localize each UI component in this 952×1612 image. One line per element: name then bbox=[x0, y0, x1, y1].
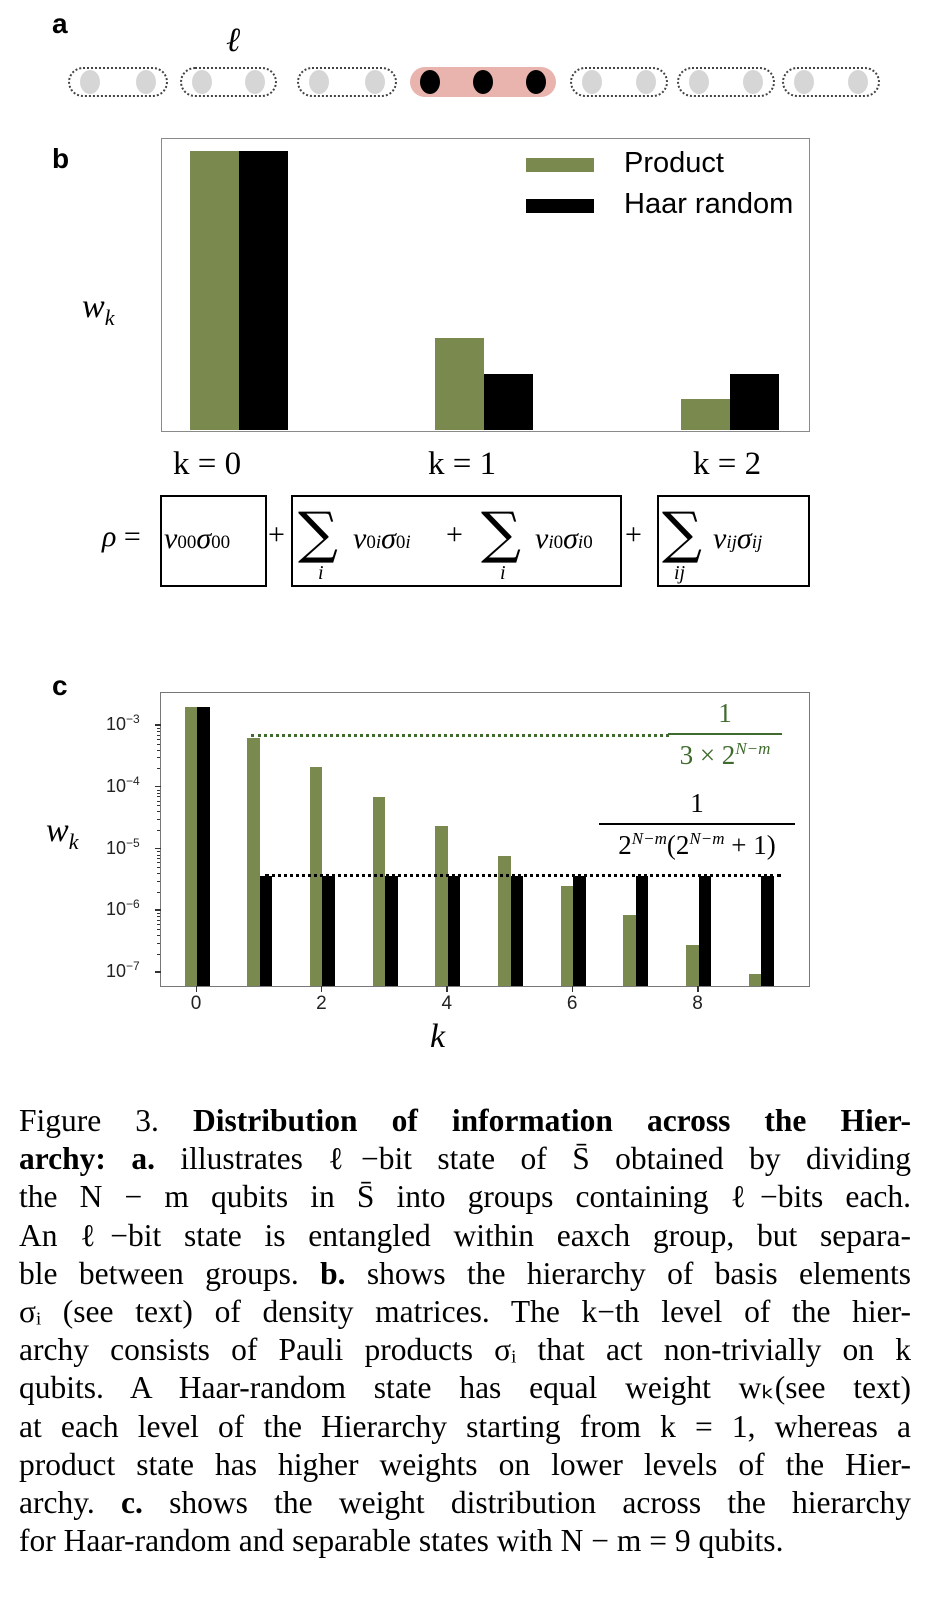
sum-symbol-3: ∑ bbox=[662, 501, 702, 566]
qubit bbox=[689, 70, 709, 94]
caption-line: product state has higher weights on lower levels of the Hier- bbox=[19, 1446, 911, 1482]
y-tick-label: $10^{-3}$ bbox=[106, 712, 140, 734]
legend-label-haar: Haar random bbox=[624, 188, 794, 220]
bar-product bbox=[373, 797, 386, 986]
y-minor-tick bbox=[157, 881, 160, 882]
qubit-group-active bbox=[410, 67, 556, 97]
eq-term1a: v0iσ0i bbox=[353, 522, 411, 555]
y-minor-tick bbox=[157, 830, 160, 831]
bar-haar bbox=[322, 876, 335, 986]
y-minor-tick bbox=[157, 892, 160, 893]
panel-b-plot-frame bbox=[161, 138, 810, 432]
product-reference-line bbox=[251, 734, 669, 737]
bar-haar bbox=[511, 876, 524, 986]
y-tick-label: $10^{-4}$ bbox=[106, 773, 140, 796]
bar-product bbox=[686, 945, 699, 986]
sum-index-3: ij bbox=[674, 562, 686, 584]
eq-term0: v00σ00 bbox=[164, 522, 231, 555]
y-minor-tick bbox=[157, 735, 160, 736]
y-minor-tick bbox=[157, 920, 160, 921]
qubit bbox=[365, 70, 385, 94]
qubit bbox=[245, 70, 265, 94]
qubit bbox=[743, 70, 763, 94]
y-minor-tick bbox=[157, 811, 160, 812]
qubit bbox=[636, 70, 656, 94]
qubit-group bbox=[570, 67, 668, 97]
x-tick bbox=[321, 986, 323, 992]
bar-haar bbox=[761, 876, 774, 986]
bar-haar bbox=[730, 374, 779, 430]
panel-b-label: b bbox=[52, 143, 70, 174]
y-minor-tick bbox=[157, 757, 160, 758]
bar-haar bbox=[260, 876, 273, 986]
bar-product bbox=[247, 738, 260, 986]
x-tick-label: 4 bbox=[441, 993, 453, 1014]
qubit bbox=[473, 70, 493, 94]
caption-line: Figure 3. Distribution of information across the Hier- bbox=[19, 1103, 911, 1138]
caption-line: the N − m qubits in S̄ into groups containing ℓ−bits each. bbox=[19, 1179, 911, 1215]
panel-c-ylabel: $w_k$ bbox=[46, 812, 79, 854]
bar-haar bbox=[636, 876, 649, 986]
product-reference-label: 1 $3 \times 2^{N-m}$ bbox=[668, 698, 782, 771]
x-tick bbox=[572, 986, 574, 992]
eq-plus-1: + bbox=[268, 518, 285, 551]
qubit bbox=[582, 70, 602, 94]
y-tick bbox=[155, 971, 161, 973]
x-tick-label: 0 bbox=[190, 993, 202, 1014]
sum-index-2: i bbox=[500, 562, 506, 584]
y-minor-tick bbox=[157, 819, 160, 820]
x-tick-label: 8 bbox=[692, 993, 703, 1014]
x-tick-label: 6 bbox=[566, 993, 578, 1014]
y-tick-label: $10^{-5}$ bbox=[106, 835, 140, 858]
sum-index-1: i bbox=[318, 562, 324, 584]
y-minor-tick bbox=[157, 929, 160, 930]
y-minor-tick bbox=[157, 796, 160, 797]
qubit bbox=[309, 70, 329, 94]
caption-line: archy: a. illustrates ℓ−bit state of S̄ obtained by dividing bbox=[19, 1141, 911, 1177]
panel-b-ylabel: $w_k$ bbox=[82, 288, 115, 330]
y-minor-tick bbox=[157, 801, 160, 802]
caption-line: An ℓ−bit state is entangled within eaxch group, but separa- bbox=[19, 1217, 911, 1253]
k-label-0: k = 0 bbox=[173, 446, 242, 482]
caption-line: archy. c. shows the weight distribution across the hierarchy bbox=[19, 1485, 911, 1521]
y-minor-tick bbox=[157, 867, 160, 868]
x-tick-label: 2 bbox=[316, 993, 327, 1014]
y-minor-tick bbox=[157, 728, 160, 729]
sum-symbol-2: ∑ bbox=[481, 501, 521, 566]
y-minor-tick bbox=[157, 851, 160, 852]
x-tick bbox=[446, 986, 448, 992]
bar-haar bbox=[448, 876, 461, 986]
eq-lhs: ρ = bbox=[102, 520, 141, 553]
y-minor-tick bbox=[157, 805, 160, 806]
y-tick bbox=[155, 848, 161, 850]
y-minor-tick bbox=[157, 790, 160, 791]
caption-line: at each level of the Hierarchy starting from k = 1, whereas a bbox=[19, 1408, 911, 1444]
qubit-group bbox=[782, 67, 880, 97]
bar-haar bbox=[699, 876, 712, 986]
eq-plus-2: + bbox=[625, 518, 642, 551]
qubit bbox=[192, 70, 212, 94]
ell-label: ℓ bbox=[226, 22, 241, 59]
qubit-group bbox=[180, 67, 277, 97]
panel-c-xlabel: k bbox=[430, 1018, 446, 1055]
y-minor-tick bbox=[157, 943, 160, 944]
bar-product bbox=[190, 151, 239, 430]
legend-swatch-product bbox=[526, 158, 594, 172]
y-minor-tick bbox=[157, 744, 160, 745]
qubit bbox=[136, 70, 156, 94]
y-minor-tick bbox=[157, 855, 160, 856]
y-tick bbox=[155, 786, 161, 788]
y-minor-tick bbox=[157, 739, 160, 740]
caption-line: for Haar-random and separable states with N − m = 9 qubits. bbox=[19, 1523, 784, 1559]
figure-caption bbox=[19, 1102, 911, 1560]
bar-haar bbox=[197, 707, 210, 986]
y-tick bbox=[155, 909, 161, 911]
bar-haar bbox=[573, 876, 586, 986]
y-tick bbox=[155, 724, 161, 726]
caption-line: σᵢ (see text) of density matrices. The k−th level of the hier- bbox=[19, 1294, 911, 1330]
y-minor-tick bbox=[157, 916, 160, 917]
y-tick-label: $10^{-7}$ bbox=[106, 959, 140, 982]
y-minor-tick bbox=[157, 793, 160, 794]
qubit-group bbox=[297, 67, 397, 97]
bar-product bbox=[623, 915, 636, 986]
sum-symbol-1: ∑ bbox=[298, 501, 338, 566]
k-label-2: k = 2 bbox=[693, 446, 762, 482]
bar-haar bbox=[385, 876, 398, 986]
y-minor-tick bbox=[157, 731, 160, 732]
x-tick bbox=[196, 986, 198, 992]
bar-haar bbox=[239, 151, 288, 430]
y-minor-tick bbox=[157, 768, 160, 769]
y-minor-tick bbox=[157, 913, 160, 914]
qubit bbox=[848, 70, 868, 94]
caption-line: ble between groups. b. shows the hierarchy of basis elements bbox=[19, 1255, 911, 1291]
bar-product bbox=[749, 974, 762, 986]
y-minor-tick bbox=[157, 858, 160, 859]
y-minor-tick bbox=[157, 954, 160, 955]
bar-product bbox=[435, 338, 484, 430]
y-minor-tick bbox=[157, 924, 160, 925]
y-minor-tick bbox=[157, 935, 160, 936]
bar-product bbox=[185, 707, 198, 986]
eq-term2: vijσij bbox=[713, 522, 763, 555]
eq-term1b: vi0σi0 bbox=[535, 522, 593, 555]
bar-haar bbox=[484, 374, 533, 430]
panel-c-label: c bbox=[52, 670, 68, 701]
y-tick-label: $10^{-6}$ bbox=[106, 897, 140, 920]
haar-reference-label: 1 $2^{N-m}(2^{N-m} + 1)$ bbox=[599, 788, 795, 861]
qubit-group bbox=[677, 67, 775, 97]
qubit bbox=[80, 70, 100, 94]
bar-product bbox=[435, 826, 448, 986]
qubit bbox=[420, 70, 440, 94]
y-minor-tick bbox=[157, 862, 160, 863]
qubit bbox=[526, 70, 546, 94]
k-label-1: k = 1 bbox=[428, 446, 497, 482]
haar-reference-line bbox=[265, 874, 781, 877]
bar-product bbox=[561, 886, 574, 986]
eq-plus-inner: + bbox=[446, 518, 463, 551]
bar-product bbox=[681, 399, 730, 430]
caption-line: qubits. A Haar-random state has equal weight wₖ(see text) bbox=[19, 1370, 911, 1406]
legend-label-product: Product bbox=[624, 147, 724, 179]
legend-swatch-haar bbox=[526, 199, 594, 213]
qubit bbox=[794, 70, 814, 94]
x-tick bbox=[697, 986, 699, 992]
qubit-group bbox=[68, 67, 168, 97]
y-minor-tick bbox=[157, 873, 160, 874]
caption-line: archy consists of Pauli products σᵢ that act non-trivially on k bbox=[19, 1332, 911, 1368]
panel-a-label: a bbox=[52, 8, 68, 39]
y-minor-tick bbox=[157, 750, 160, 751]
